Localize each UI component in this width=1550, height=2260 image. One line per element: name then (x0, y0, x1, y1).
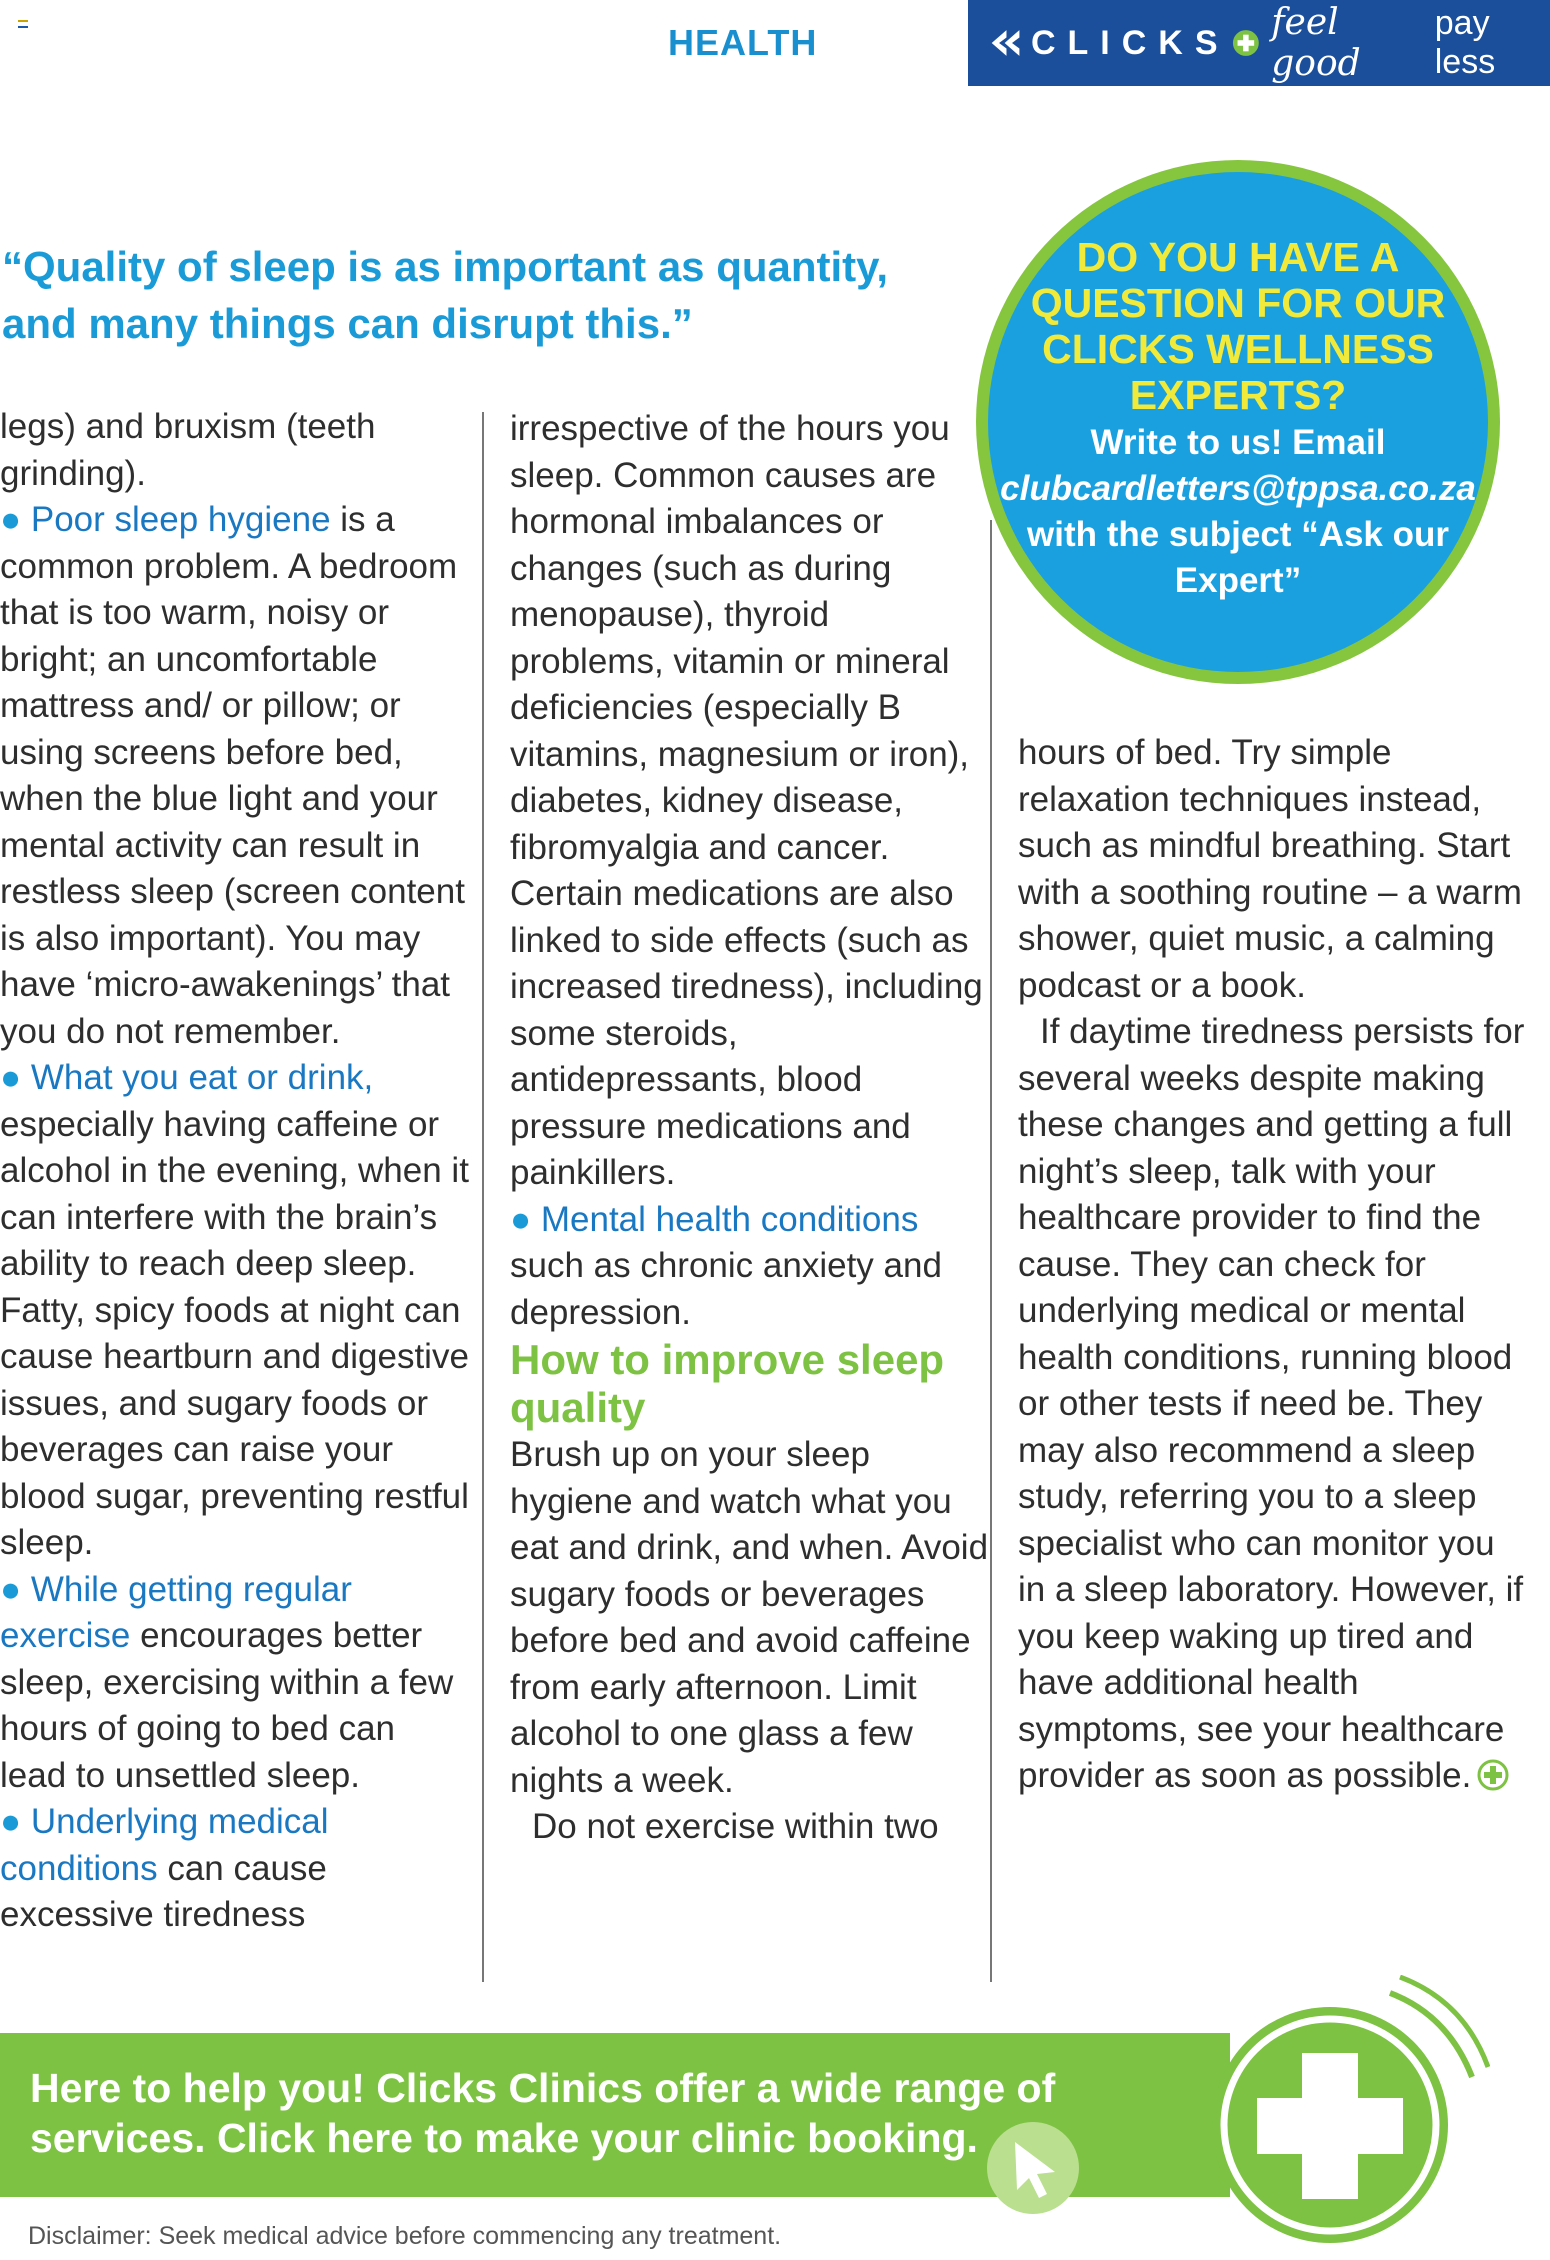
subheading-improve-sleep: How to improve sleep quality (510, 1336, 945, 1431)
bullet-dot: ● (510, 1199, 541, 1239)
bullet-heading: What you eat or drink, (30, 1058, 374, 1097)
brand-slogan-script: feel good (1271, 2, 1361, 84)
bullet-heading: Underlying medical conditions (0, 1802, 329, 1888)
page-corner-mark (18, 20, 28, 28)
bullet-eat-or-drink (0, 1055, 470, 1567)
end-plus-icon (1477, 1759, 1509, 1791)
question-circle (976, 160, 1500, 684)
article-column-3 (1018, 730, 1528, 1800)
question-body (998, 420, 1478, 604)
disclaimer: Disclaimer: Seek medical advice before commencing any treatment. (28, 2222, 782, 2250)
pull-quote: “Quality of sleep is as important as quantity, and many things can disrupt this.” (2, 243, 889, 347)
question-title: DO YOU HAVE A QUESTION FOR OUR CLICKS WELLNESS EXPERTS? (1030, 234, 1446, 418)
bullet-text: encourages better sleep, exercising within a few hours of going to bed can lead to unsettled sleep. (0, 1616, 454, 1795)
brand-bar (968, 0, 1550, 86)
column3-paragraph-2 (1018, 1009, 1528, 1800)
bullet-medical-conditions (0, 1799, 470, 1939)
column-divider-1 (482, 412, 484, 1982)
column2-paragraph-3: Do not exercise within two (532, 1807, 939, 1846)
section-label: HEALTH (668, 22, 818, 63)
question-circle-inner (988, 172, 1488, 672)
column-divider-2 (990, 520, 992, 1982)
column2-paragraph: irrespective of the hours you sleep. Common causes are hormonal imbalances or changes (such as during menopause), thyroid problems, vitamin or mineral deficiencies (especially B vitamins, magnesium or iron), diabetes, kidney disease, fibromyalgia and cancer. Certain medications are also linked to side effects (such as increased tiredness), including some steroids, antidepressants, blood pressure medications and painkillers. (510, 409, 983, 1192)
bullet-dot: ● (0, 1058, 31, 1097)
article-column-1 (0, 404, 470, 1939)
bullet-dot: ● (0, 1569, 31, 1609)
bullet-exercise (0, 1567, 470, 1800)
column2-paragraph-2: Brush up on your sleep hygiene and watch what you eat and drink, and when. Avoid sugary foods or beverages before bed and avoid caffeine from early afternoon. Limit alcohol to one glass a few nights a week. (510, 1435, 989, 1800)
chevron-logo-icon (988, 23, 1025, 63)
bullet-poor-sleep-hygiene (0, 497, 470, 1055)
cursor-icon (985, 2120, 1081, 2216)
bullet-dot: ● (0, 500, 31, 539)
bullet-text: especially having caffeine or alcohol in the evening, when it can interfere with the brain’s ability to reach deep sleep. Fatty, spicy foods at night can cause heartburn and digestive issues, and sugary foods or beverages can raise your blood sugar, preventing restful sleep. (0, 1104, 469, 1562)
brand-name: CLICKS (1030, 23, 1230, 62)
bullet-heading: Poor sleep hygiene (30, 500, 331, 539)
bullet-heading: While getting regular exercise (0, 1569, 352, 1655)
bullet-text: is a common problem. A bedroom that is too warm, noisy or bright; an uncomfortable mattress and/ or pillow; or using screens before bed, when the blue light and your mental activity can result in restless sleep (screen content is also important). You may have ‘micro-awakenings’ that you do not remember. (0, 500, 465, 1051)
clinic-cross-icon[interactable] (1190, 1975, 1490, 2260)
bullet-dot: ● (0, 1802, 31, 1841)
brand-slogan-tail: pay less (1434, 4, 1496, 81)
bullet-text: can cause excessive tiredness (0, 1848, 327, 1934)
column1-paragraph: legs) and bruxism (teeth grinding). (0, 407, 376, 493)
plus-cross-icon (1232, 28, 1260, 58)
column3-paragraph: hours of bed. Try simple relaxation techniques instead, such as mindful breathing. Start with a soothing routine – a warm shower, quiet music, a calming podcast or a book. (1018, 733, 1522, 1005)
question-intro: Write to us! Email (1090, 423, 1386, 462)
column3-paragraph-2-text: If daytime tiredness persists for several weeks despite making these changes and getting a full night’s sleep, talk with your healthcare provider to find the cause. They can check for underlying medical or mental health conditions, running blood or other tests if need be. They may also recommend a sleep study, referring you to a sleep specialist who can monitor you in a sleep laboratory. However, if you keep waking up tired and have additional health symptoms, see your healthcare provider as soon as possible. (1018, 1012, 1525, 1795)
bullet-text: such as chronic anxiety and depression. (510, 1246, 942, 1332)
bullet-mental-health (510, 1197, 990, 1337)
banner-text[interactable]: Here to help you! Clicks Clinics offer a wide range of services. Click here to make your clinic booking. (30, 2065, 1056, 2161)
question-email-link[interactable]: clubcardletters@tppsa.co.za (1000, 469, 1476, 508)
article-column-2 (510, 406, 990, 1851)
question-suffix: with the subject “Ask our Expert” (1027, 515, 1449, 600)
bullet-heading: Mental health conditions (540, 1199, 919, 1239)
